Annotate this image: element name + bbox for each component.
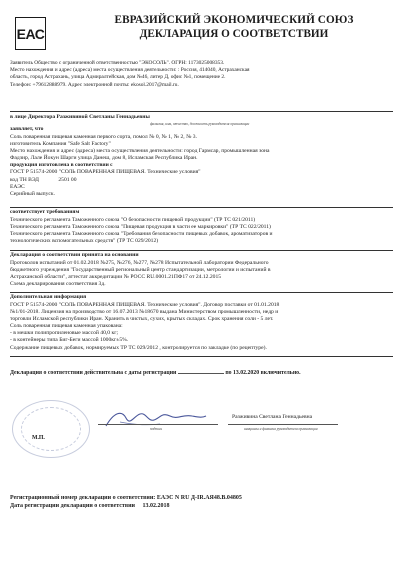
divider: [10, 250, 393, 251]
name-line: [228, 424, 338, 425]
divider: [10, 111, 393, 112]
standard-line: ГОСТ Р 51574-2000 "СОЛЬ ПОВАРЕННАЯ ПИЩЕВАЯ. Технические условия": [10, 169, 201, 176]
additional-line: Соль поваренная пищевая каменная упакована:: [10, 323, 123, 330]
basis-label: Декларация о соответствии принята на основании: [10, 252, 139, 258]
validity-to: по: [225, 370, 232, 376]
basis-line: Схема декларирования соответствия 3д.: [10, 281, 106, 288]
registration-number-line: [10, 494, 393, 502]
signature-caption: подпись: [150, 427, 163, 431]
regulation-line: Технического регламента Таможенного союза "О безопасности пищевой продукции" (ТР ТС 021/2011): [10, 217, 256, 223]
registration-number: ЕАЭС N RU Д-IR.АЯ48.В.04805: [156, 495, 242, 501]
eaes-line: ЕАЭС: [10, 183, 25, 190]
validity-line: [10, 370, 301, 376]
validity-prefix: Декларация о соответствии действительна с даты регистрации: [10, 370, 177, 376]
applicant-address-line: область, город Астрахань, улица Адмиралтейская, дом №46, литер Д, офис №1, помещение 2.: [10, 74, 226, 81]
representative-line: в лице Директора Разживиной Светланы Геннадьевны: [10, 114, 150, 120]
tnved-value: 2501 00: [58, 176, 77, 183]
registration-date-line: [10, 502, 393, 510]
requirements-label: соответствует требованиям: [10, 209, 80, 215]
additional-line: - в контейнеры типа Биг-Беги массой 1000кг±5%.: [10, 337, 129, 344]
declares-label: заявляет, что: [10, 126, 44, 132]
title-declaration: ДЕКЛАРАЦИЯ О СООТВЕТСТВИИ: [139, 28, 329, 40]
signature-line: [98, 424, 218, 425]
product-block: [10, 134, 393, 198]
registration-number-label: Регистрационный номер декларации о соответствии:: [10, 495, 156, 501]
validity-suffix: включительно.: [260, 370, 301, 376]
registration-date: 13.02.2018: [142, 503, 170, 509]
stamp-seal: [12, 400, 90, 458]
requirements-block: [10, 217, 393, 245]
applicant-line: Заявитель Общество с ограниченной ответственностью "ЭКОСОЛЬ". ОГРН: 1173025008353.: [10, 60, 225, 66]
product-line: Соль поваренная пищевая каменная первого сорта, помол № 0, № 1, № 2, № 3.: [10, 134, 198, 140]
signer-caption: инициалы и фамилия руководителя организации: [244, 427, 318, 431]
tnved-label: код ТН ВЭД: [10, 176, 39, 183]
signer-name: Разживина Светлана Геннадьевна: [232, 414, 313, 420]
basis-line: Протоколов испытаний от 01.02.2018 №275, №276, №277, №278 Испытательной лаборатории Федерального: [10, 260, 269, 266]
applicant-contacts-line: Телефон: +79612888979. Адрес электронной почты: ekosol.2017@mail.ru.: [10, 81, 179, 88]
additional-label: Дополнительная информация: [10, 294, 87, 300]
manufacturer-line: изготовитель Компания "Safe Salt Factory": [10, 141, 111, 148]
representative-caption: фамилия, имя, отчество, должность руководителя организации: [150, 122, 250, 126]
applicant-address-line: Место нахождения и адрес (адреса) места осуществления деятельности: : Россия, 414040, Астраханская: [10, 67, 250, 74]
divider: [10, 207, 393, 208]
manufacturer-address-line: Фадзир, Лале Йокун Шарги улица Данеш, дом 8, Исламская Республика Иран.: [10, 155, 198, 162]
basis-line: бюджетного учреждения "Государственный региональный центр стандартизации, метрологии и испытаний в: [10, 267, 271, 274]
regulation-line: технологических вспомогательных средств" (ТР ТС 029/2012): [10, 238, 159, 245]
divider: [10, 356, 393, 357]
basis-block: [10, 260, 393, 288]
document-title: [78, 14, 390, 40]
produced-label: продукция изготовлена в соответствии с: [10, 162, 113, 169]
manufacturer-address-line: Место нахождения и адрес (адреса) места осуществления деятельности: город Гармсар, промышленная зона: [10, 148, 270, 155]
additional-block: [10, 302, 393, 352]
divider: [10, 292, 393, 293]
tnved-line: [10, 177, 393, 184]
basis-line: Астраханской области", аттестат аккредитации № РОСС RU.0001.21ПФ17 от 24.12.2015: [10, 274, 222, 281]
title-union: ЕВРАЗИЙСКИЙ ЭКОНОМИЧЕСКИЙ СОЮЗ: [114, 14, 354, 26]
registration-block: [10, 494, 393, 510]
additional-line: - в мешки полипропиленовые массой 40,0 кг;: [10, 330, 119, 337]
validity-blank: [178, 373, 224, 374]
additional-line: №1/01-2018. Лицензия на производство от 16.07.2013 №18670 выдана Министерством промышленности, недр и: [10, 309, 279, 316]
eac-logo: ЕАС: [15, 17, 46, 50]
registration-date-label: Дата регистрации декларации о соответствии: [10, 503, 136, 509]
regulation-line: Технического регламента Таможенного союза "Требования безопасности пищевых добавок, ароматизаторов и: [10, 231, 273, 238]
additional-line: Содержание пищевых добавок, нормируемых ТР ТС 029/2012 , контролируется по закладке (по рецептуре).: [10, 344, 267, 351]
batch-line: Серийный выпуск.: [10, 190, 55, 197]
additional-line: ГОСТ Р 51574-2000 "СОЛЬ ПОВАРЕННАЯ ПИЩЕВАЯ. Технические условия". Договор поставки от 01.01.2018: [10, 302, 280, 308]
regulation-line: Технического регламента Таможенного союза "Пищевая продукция в части ее маркировки" (ТР ТС 022/2011): [10, 224, 271, 231]
validity-date: 13.02.2020: [233, 370, 260, 376]
applicant-block: [10, 60, 392, 89]
stamp-label: М.П.: [32, 435, 45, 441]
additional-line: торговли Исламской республики Иран. Хранить в чистых, сухих, крытых складах. Срок хранения соли - 5 лет.: [10, 316, 274, 323]
